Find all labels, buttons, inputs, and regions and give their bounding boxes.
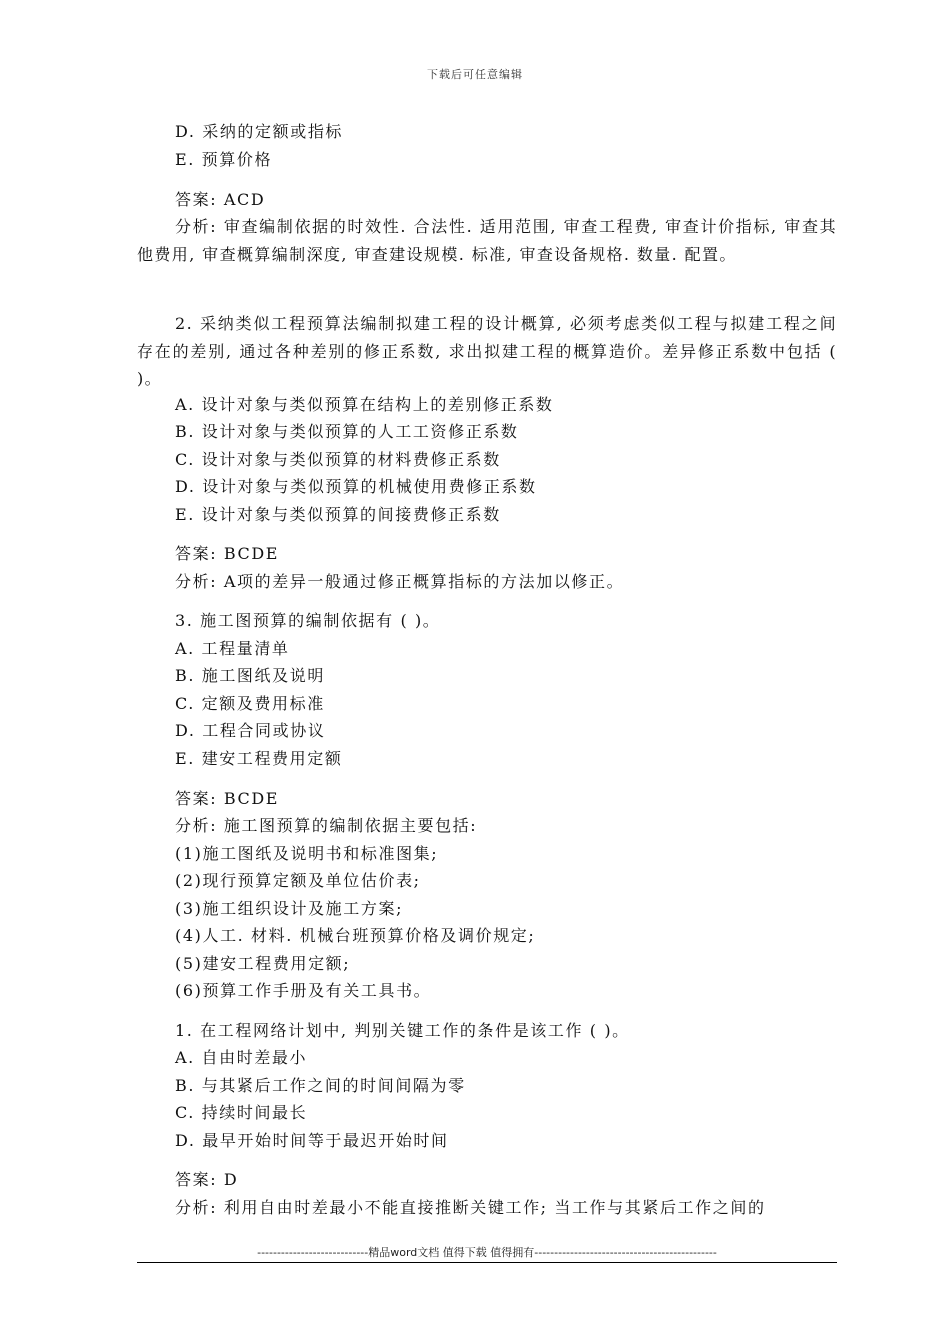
q4-option-b: B. 与其紧后工作之间的时间间隔为零 (175, 1076, 466, 1095)
footer-rule (137, 1262, 837, 1263)
q2-option-b: B. 设计对象与类似预算的人工工资修正系数 (175, 422, 519, 441)
q2-analysis: 分析: A项的差异一般通过修正概算指标的方法加以修正。 (175, 572, 625, 591)
q4-option-c: C. 持续时间最长 (175, 1103, 308, 1122)
q3-item-2: (2)现行预算定额及单位估价表; (175, 871, 421, 890)
page-header: 下载后可任意编辑 (427, 68, 523, 81)
q4-answer: 答案: D (175, 1170, 239, 1189)
q3-analysis: 分析: 施工图预算的编制依据主要包括: (175, 816, 478, 835)
q3-option-b: B. 施工图纸及说明 (175, 666, 325, 685)
answer: 答案: ACD (175, 190, 266, 209)
q3-option-d: D. 工程合同或协议 (175, 721, 326, 740)
q3-item-1: (1)施工图纸及说明书和标准图集; (175, 844, 439, 863)
option-e: E. 预算价格 (175, 150, 273, 169)
q4-option-a: A. 自由时差最小 (175, 1048, 308, 1067)
q4-option-d: D. 最早开始时间等于最迟开始时间 (175, 1131, 449, 1150)
q3-item-6: (6)预算工作手册及有关工具书。 (175, 981, 432, 1000)
q2-option-d: D. 设计对象与类似预算的机械使用费修正系数 (175, 477, 537, 496)
q3-item-3: (3)施工组织设计及施工方案; (175, 899, 404, 918)
question-3: 3. 施工图预算的编制依据有 ( )。 (175, 611, 441, 630)
q2-option-c: C. 设计对象与类似预算的材料费修正系数 (175, 450, 501, 469)
q2-option-e: E. 设计对象与类似预算的间接费修正系数 (175, 505, 501, 524)
q3-option-a: A. 工程量清单 (175, 639, 290, 658)
q3-option-e: E. 建安工程费用定额 (175, 749, 343, 768)
q3-item-4: (4)人工. 材料. 机械台班预算价格及调价规定; (175, 926, 536, 945)
question-2: 2. 采纳类似工程预算法编制拟建工程的设计概算, 必须考虑类似工程与拟建工程之间存在的差别, 通过各种差别的修正系数, 求出拟建工程的概算造价。差异修正系数中包括 ( )。 (137, 314, 837, 388)
q4-analysis: 分析: 利用自由时差最小不能直接推断关键工作; 当工作与其紧后工作之间的 (175, 1198, 766, 1217)
option-d: D. 采纳的定额或指标 (175, 122, 344, 141)
q2-option-a: A. 设计对象与类似预算在结构上的差别修正系数 (175, 395, 554, 414)
q2-answer: 答案: BCDE (175, 544, 280, 563)
q3-answer: 答案: BCDE (175, 789, 280, 808)
analysis-paragraph: 分析: 审查编制依据的时效性. 合法性. 适用范围, 审查工程费, 审查计价指标, 审查其他费用, 审查概算编制深度, 审查建设规模. 标准, 审查设备规格. 数量. 配置。 (137, 217, 837, 264)
page-footer: ----------------------------精品word文档 值得下载 值得拥有---------------------------------------------- (257, 1246, 717, 1259)
q3-option-c: C. 定额及费用标准 (175, 694, 325, 713)
question-4: 1. 在工程网络计划中, 判别关键工作的条件是该工作 ( )。 (175, 1021, 630, 1040)
q3-item-5: (5)建安工程费用定额; (175, 954, 351, 973)
